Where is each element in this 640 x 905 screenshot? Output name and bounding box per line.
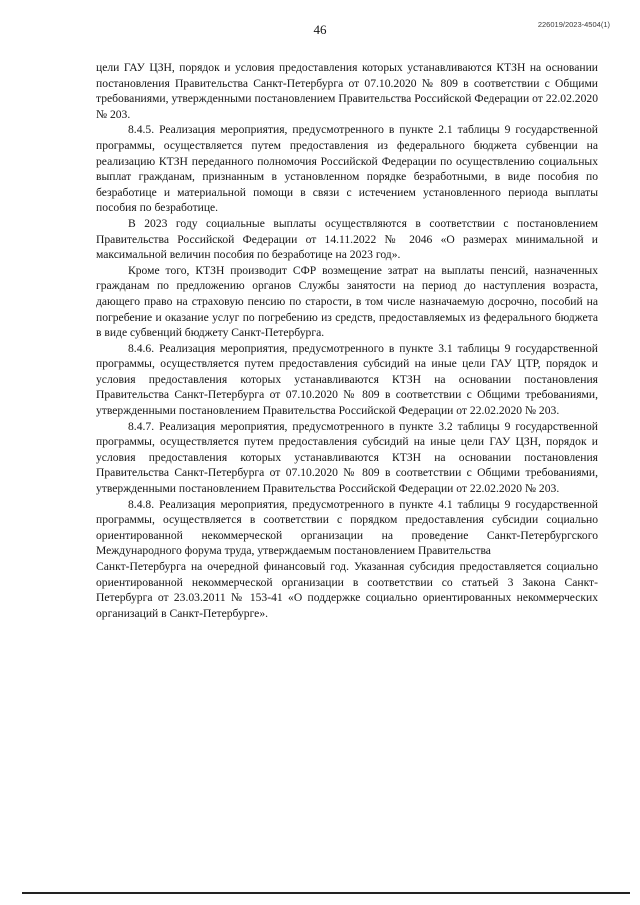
paragraph: 8.4.8. Реализация мероприятия, предусмотренного в пункте 4.1 таблицы 9 государственной программы, осуществляется в соответствии с порядком предоставления субсидии социально ориентированной некоммерческой организации на проведение Санкт-Петербургского Международного форума труда, утверждаемым постановлением Правительства (96, 497, 598, 558)
paragraph: цели ГАУ ЦЗН, порядок и условия предоставления которых устанавливаются КТЗН на основании постановления Правительства Санкт-Петербурга от 07.10.2020 № 809 в соответствии с Общими требованиями, утвержденными постановлением Правительства Российской Федерации от 22.02.2020 № 203. (96, 61, 598, 121)
body-text (96, 60, 598, 621)
document-id: 226019/2023-4504(1) (537, 20, 610, 29)
paragraph: 8.4.5. Реализация мероприятия, предусмотренного в пункте 2.1 таблицы 9 государственной программы, осуществляется путем предоставления из федерального бюджета субвенции на реализацию КТЗН переданного полномочия Российской Федерации по осуществлению социальных выплат гражданам, признанным в установленном порядке безработными, в виде пособия по безработице и материальной помощи в связи с истечением установленного периода выплаты пособия по безработице. (96, 123, 598, 215)
paragraph: В 2023 году социальные выплаты осуществляются в соответствии с постановлением Правительства Российской Федерации от 14.11.2022 № 2046 «О размерах минимальной и максимальной величин пособия по безработице на 2023 год». (96, 216, 598, 262)
paragraph: Кроме того, КТЗН производит СФР возмещение затрат на выплаты пенсий, назначенных гражданам по предложению органов Службы занятости на период до наступления возраста, дающего право на страховую пенсию по старости, в том числе назначаемую досрочно, пособий на погребение и оказание услуг по погребению из средств, предоставляемых из федерального бюджета в виде субвенций бюджету Санкт-Петербурга. (96, 263, 598, 340)
bottom-rule (22, 892, 630, 894)
paragraph: 8.4.6. Реализация мероприятия, предусмотренного в пункте 3.1 таблицы 9 государственной программы, осуществляется путем предоставления субсидий на иные цели ГАУ ЦТР, порядок и условия предоставления которых устанавливаются КТЗН на основании постановления Правительства Санкт-Петербурга от 07.10.2020 № 809 в соответствии с Общими требованиями, утвержденными постановлением Правительства Российской Федерации от 22.02.2020 № 203. (96, 341, 598, 418)
paragraph: Санкт-Петербурга на очередной финансовый год. Указанная субсидия предоставляется социально ориентированной некоммерческой организации в соответствии со статьей 3 Закона Санкт-Петербурга от 23.03.2011 № 153-41 «О поддержке социально ориентированных некоммерческих организаций в Санкт-Петербурге». (96, 560, 598, 620)
paragraph: 8.4.7. Реализация мероприятия, предусмотренного в пункте 3.2 таблицы 9 государственной программы, осуществляется путем предоставления субсидий на иные цели ГАУ ЦЗН, порядок и условия предоставления которых устанавливаются КТЗН на основании постановления Правительства Санкт-Петербурга от 07.10.2020 № 809 в соответствии с Общими требованиями, утвержденными постановлением Правительства Российской Федерации от 22.02.2020 № 203. (96, 419, 598, 496)
page-number: 46 (313, 22, 327, 37)
